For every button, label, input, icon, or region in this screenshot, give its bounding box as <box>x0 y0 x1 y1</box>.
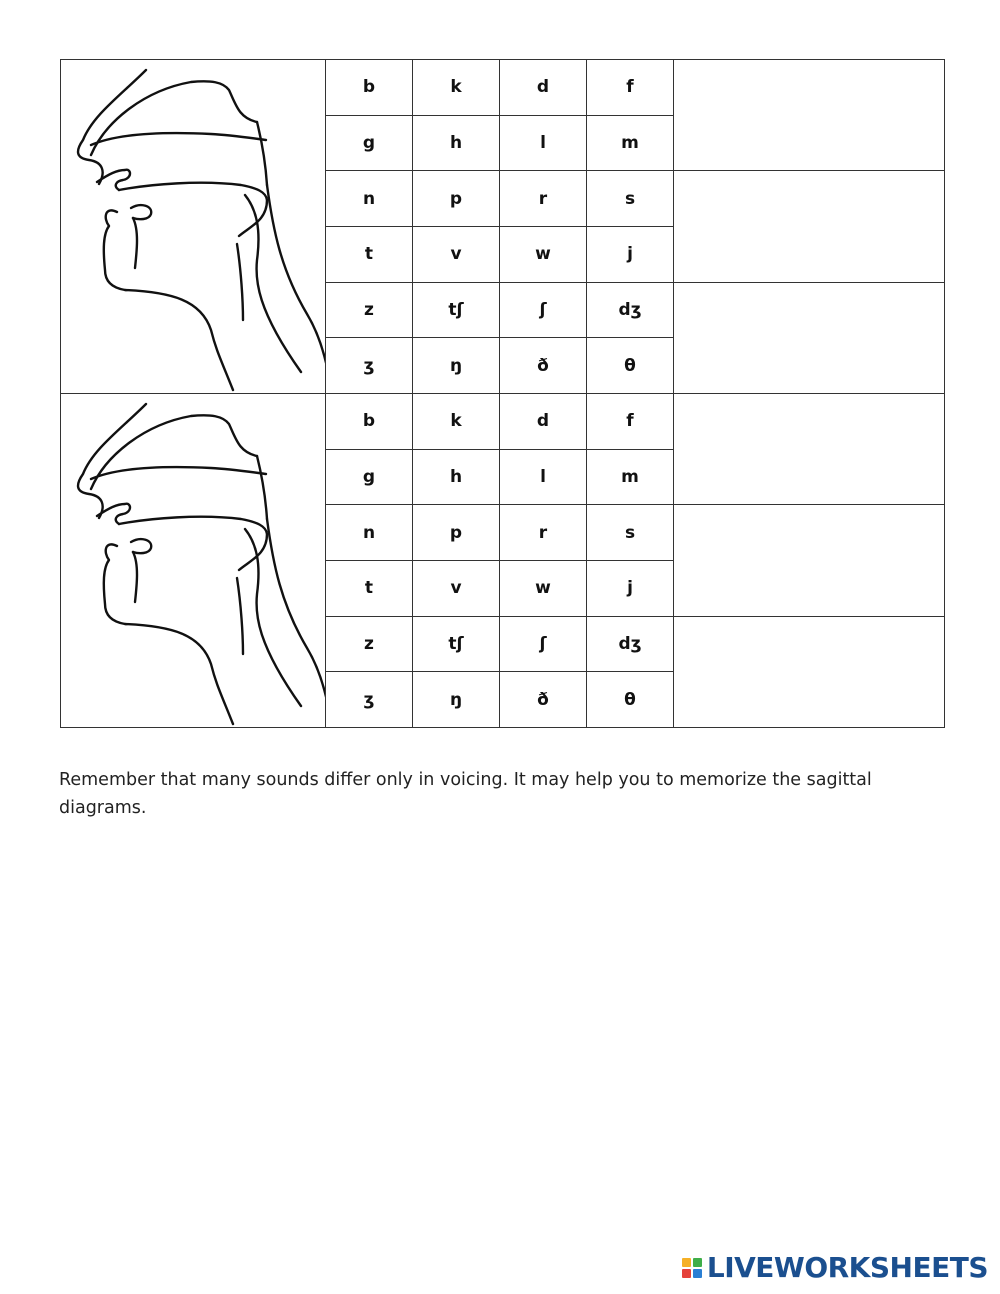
phoneme-cell[interactable]: f <box>587 394 674 450</box>
phoneme-cell[interactable]: ʃ <box>500 616 587 672</box>
sagittal-head-diagram-icon <box>61 60 325 393</box>
answer-box[interactable] <box>674 282 945 393</box>
answer-box[interactable] <box>674 505 945 616</box>
liveworksheets-logo-icon <box>682 1258 702 1278</box>
answer-input[interactable] <box>674 551 944 568</box>
answer-input[interactable] <box>674 329 944 346</box>
answer-box[interactable] <box>674 616 945 727</box>
table-row <box>61 394 945 450</box>
answer-box[interactable] <box>674 171 945 282</box>
phoneme-cell[interactable]: v <box>413 227 500 283</box>
phoneme-cell[interactable]: dʒ <box>587 616 674 672</box>
phoneme-cell[interactable]: ŋ <box>413 672 500 728</box>
phoneme-cell[interactable]: ð <box>500 672 587 728</box>
phoneme-cell[interactable]: g <box>326 449 413 505</box>
phoneme-cell[interactable]: j <box>587 227 674 283</box>
phoneme-cell[interactable]: b <box>326 394 413 450</box>
logo-square-i <box>693 1258 702 1267</box>
logo-square-l <box>682 1258 691 1267</box>
phoneme-cell[interactable]: dʒ <box>587 282 674 338</box>
phoneme-cell[interactable]: s <box>587 505 674 561</box>
phoneme-cell[interactable]: d <box>500 394 587 450</box>
answer-box[interactable] <box>674 60 945 171</box>
phoneme-cell[interactable]: ʒ <box>326 338 413 394</box>
phoneme-cell[interactable]: θ <box>587 672 674 728</box>
diagram-cell <box>61 60 326 394</box>
phoneme-cell[interactable]: r <box>500 505 587 561</box>
phoneme-cell[interactable]: h <box>413 115 500 171</box>
answer-input[interactable] <box>674 440 944 457</box>
phoneme-cell[interactable]: ŋ <box>413 338 500 394</box>
phoneme-cell[interactable]: v <box>413 561 500 617</box>
phoneme-cell[interactable]: k <box>413 394 500 450</box>
phoneme-cell[interactable]: m <box>587 115 674 171</box>
sagittal-head-diagram-icon <box>61 394 325 727</box>
phoneme-table <box>60 59 945 728</box>
phoneme-cell[interactable]: z <box>326 282 413 338</box>
phoneme-cell[interactable]: t <box>326 561 413 617</box>
phoneme-cell[interactable]: ʒ <box>326 672 413 728</box>
answer-input[interactable] <box>674 663 944 680</box>
phoneme-cell[interactable]: ʃ <box>500 282 587 338</box>
phoneme-cell[interactable]: n <box>326 171 413 227</box>
phoneme-cell[interactable]: p <box>413 171 500 227</box>
phoneme-cell[interactable]: z <box>326 616 413 672</box>
logo-square-v <box>682 1269 691 1278</box>
phoneme-cell[interactable]: s <box>587 171 674 227</box>
phoneme-cell[interactable]: b <box>326 60 413 116</box>
answer-input[interactable] <box>674 217 944 234</box>
phoneme-cell[interactable]: j <box>587 561 674 617</box>
brand-text: LIVEWORKSHEETS <box>706 1251 988 1284</box>
answer-box[interactable] <box>674 394 945 505</box>
voicing-note: Remember that many sounds differ only in voicing. It may help you to memorize the sagittal diagrams. <box>59 770 872 818</box>
phoneme-cell[interactable]: h <box>413 449 500 505</box>
phoneme-cell[interactable]: l <box>500 115 587 171</box>
phoneme-cell[interactable]: k <box>413 60 500 116</box>
phoneme-cell[interactable]: f <box>587 60 674 116</box>
phoneme-cell[interactable]: t <box>326 227 413 283</box>
phoneme-cell[interactable]: p <box>413 505 500 561</box>
logo-square-e <box>693 1269 702 1278</box>
phoneme-cell[interactable]: tʃ <box>413 282 500 338</box>
phoneme-cell[interactable]: tʃ <box>413 616 500 672</box>
phoneme-cell[interactable]: w <box>500 561 587 617</box>
phoneme-cell[interactable]: w <box>500 227 587 283</box>
answer-input[interactable] <box>674 106 944 123</box>
phoneme-cell[interactable]: g <box>326 115 413 171</box>
liveworksheets-brand <box>682 1251 988 1284</box>
diagram-cell <box>61 394 326 728</box>
phoneme-cell[interactable]: l <box>500 449 587 505</box>
phoneme-cell[interactable]: d <box>500 60 587 116</box>
phoneme-cell[interactable]: m <box>587 449 674 505</box>
table-row <box>61 60 945 116</box>
phoneme-cell[interactable]: θ <box>587 338 674 394</box>
phoneme-cell[interactable]: r <box>500 171 587 227</box>
phoneme-cell[interactable]: n <box>326 505 413 561</box>
phoneme-cell[interactable]: ð <box>500 338 587 394</box>
